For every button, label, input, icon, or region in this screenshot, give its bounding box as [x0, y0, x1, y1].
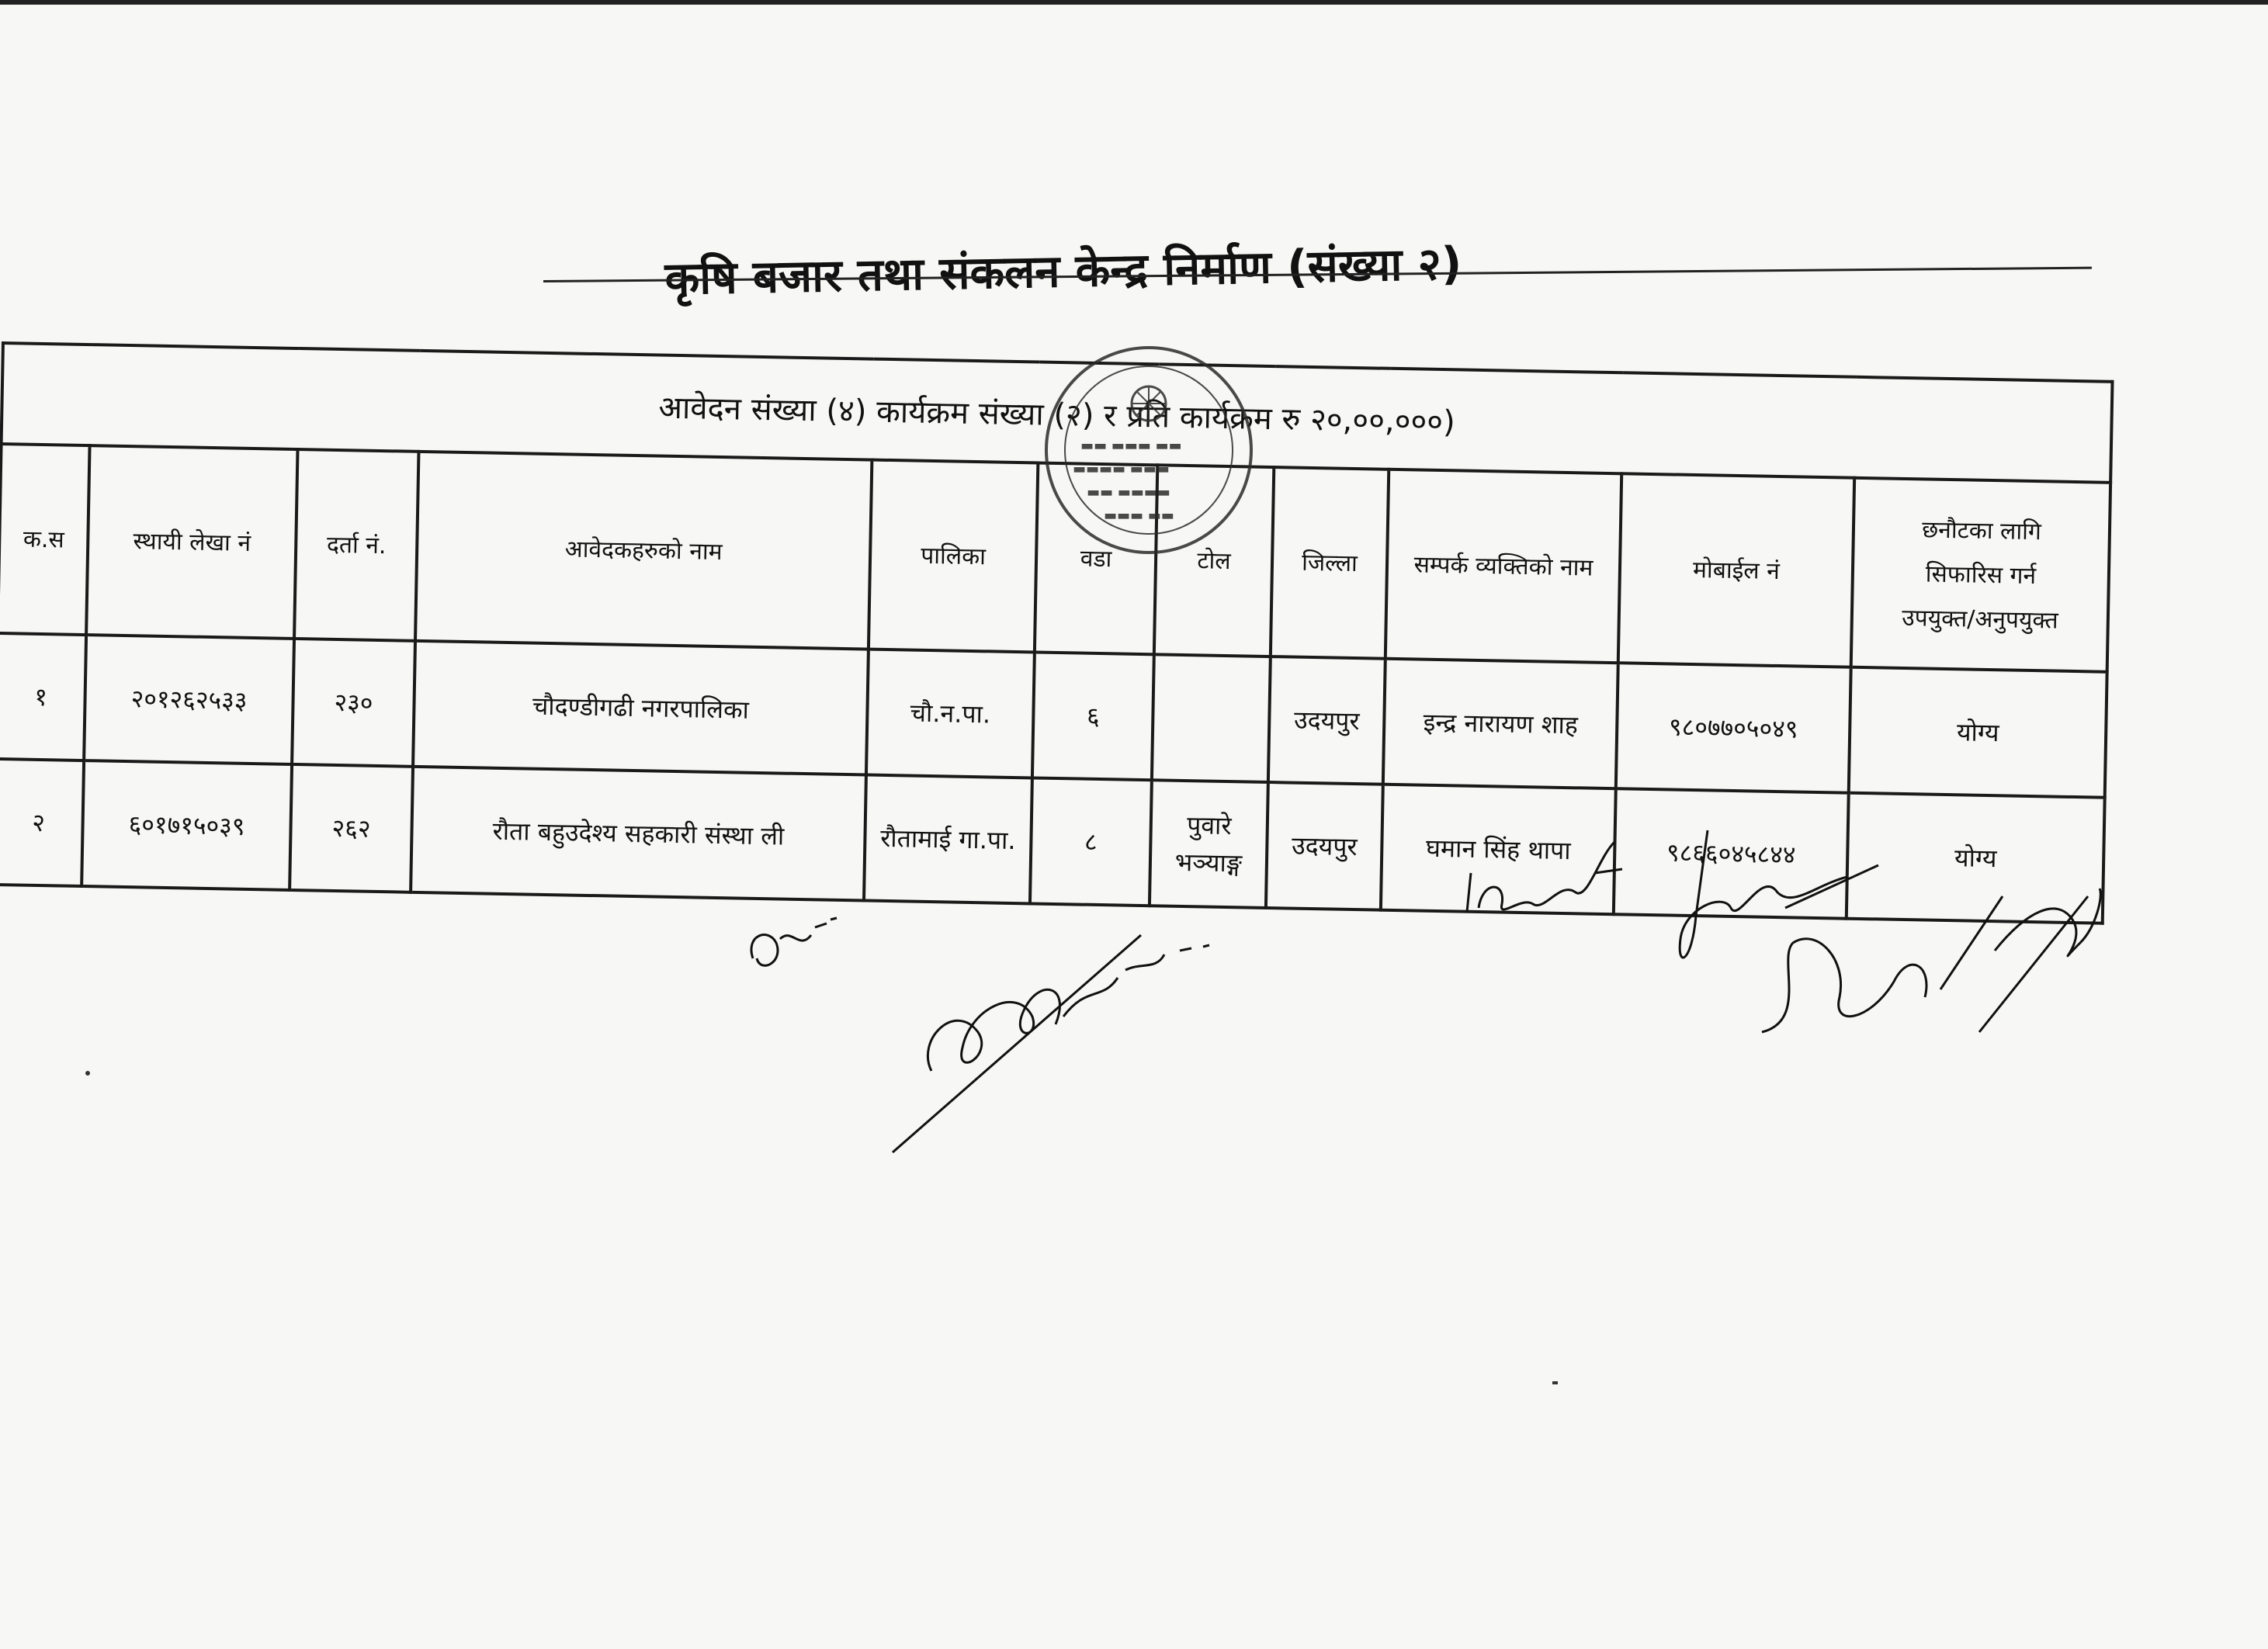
- cell-account-no: २०१२६२५३३: [84, 635, 294, 764]
- cell-tole: [1152, 654, 1271, 782]
- cell-ward: ६: [1032, 652, 1154, 780]
- header-sn: क.स: [0, 444, 90, 635]
- cell-applicant: रौता बहुउदेश्य सहकारी संस्था ली: [411, 767, 866, 901]
- svg-text:▬▬▬▬ ▬▬▬: ▬▬▬▬ ▬▬▬: [1073, 461, 1170, 477]
- cell-reg-no: २३०: [292, 639, 415, 767]
- cell-account-no: ६०१७१५०३९: [81, 760, 292, 890]
- cell-recommendation: योग्य: [1849, 667, 2107, 798]
- header-rec-line-2: सिफारिस गर्न: [1925, 559, 2037, 590]
- table-subtitle: आवेदन संख्या (४) कार्यक्रम संख्या (२) र प्रति कार्यक्रम रु २०,००,०००): [2, 343, 2113, 483]
- signature-2: [885, 916, 1250, 1164]
- cell-contact: इन्द्र नारायण शाह: [1383, 659, 1618, 788]
- header-account-no: स्थायी लेखा नं: [86, 445, 297, 639]
- header-applicant: आवेदकहरुको नाम: [415, 452, 872, 650]
- cell-applicant: चौदण्डीगढी नगरपालिका: [413, 641, 869, 775]
- office-stamp: [1032, 334, 1265, 566]
- cell-mobile: ९८६६०४५८४४: [1614, 788, 1849, 918]
- cell-tole-line-2: भञ्याङ्ग: [1174, 847, 1243, 878]
- cell-ward: ८: [1030, 778, 1152, 906]
- cell-tole: [1150, 780, 1268, 908]
- svg-text:▬▬ ▬▬▬ ▬▬: ▬▬ ▬▬▬ ▬▬: [1080, 438, 1182, 454]
- header-palika: पालिका: [869, 460, 1038, 653]
- header-rec-line-1: छनौटका लागि: [1921, 515, 2042, 546]
- header-recommendation: [1851, 478, 2111, 672]
- cell-tole-line-1: पुवारे: [1186, 810, 1232, 841]
- scan-speck: [1552, 1381, 1558, 1384]
- signature-initial-1: [737, 904, 854, 989]
- cell-palika: रौतामाई गा.पा.: [864, 775, 1032, 904]
- scan-top-border: [0, 0, 2268, 5]
- cell-palika: चौ.न.पा.: [866, 650, 1035, 778]
- scan-speck: [85, 1071, 90, 1076]
- document-title: कृषि बजार तथा संकलन केन्द्र निर्माण (संख्या २): [664, 237, 1462, 305]
- svg-text:▬▬ ▬▬▬▬: ▬▬ ▬▬▬▬: [1087, 484, 1170, 501]
- header-reg-no: दर्ता नं.: [294, 449, 418, 641]
- cell-district: उदयपुर: [1266, 782, 1383, 910]
- signature-5: [1746, 865, 2111, 1044]
- cell-mobile: ९८०७७०५०४९: [1616, 663, 1851, 792]
- header-rec-line-3: उपयुक्त/अनुपयुक्त: [1901, 604, 2058, 635]
- cell-sn: २: [0, 759, 84, 886]
- cell-recommendation: योग्य: [1847, 793, 2105, 923]
- header-tole: टोल: [1154, 465, 1274, 656]
- signature-3: [1459, 826, 1630, 935]
- header-contact: सम्पर्क व्यक्तिको नाम: [1385, 469, 1621, 663]
- cell-reg-no: २६२: [290, 764, 413, 892]
- header-district: जिल्ला: [1271, 467, 1389, 659]
- header-mobile: मोबाईल नं: [1618, 473, 1854, 667]
- header-ward: वडा: [1035, 462, 1157, 654]
- cell-contact: घमान सिंह थापा: [1381, 785, 1616, 914]
- svg-text:▬▬▬ ▬▬: ▬▬▬ ▬▬: [1104, 508, 1174, 524]
- cell-sn: १: [0, 633, 86, 760]
- cell-district: उदयपुर: [1268, 656, 1385, 785]
